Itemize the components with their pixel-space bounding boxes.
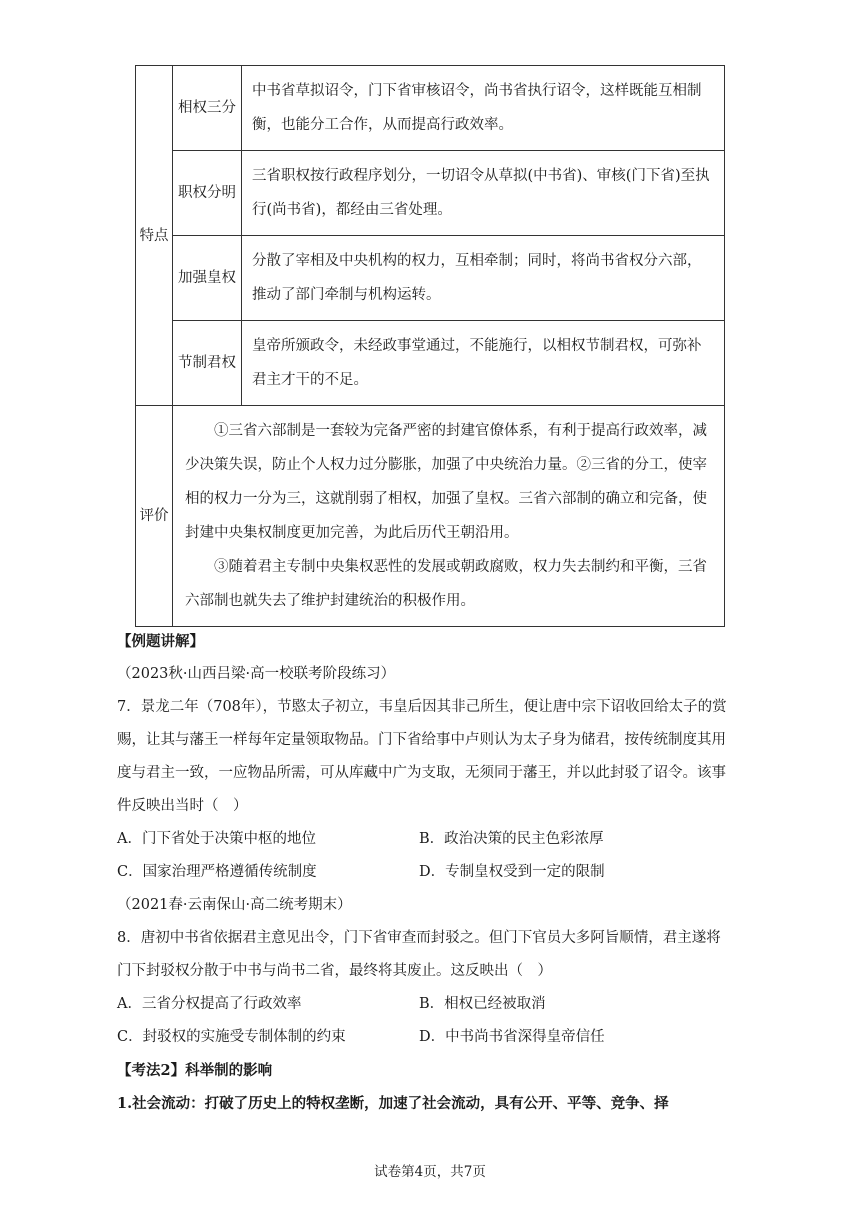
three-departments-table (135, 65, 725, 627)
question-source: （2021春·云南保山·高二统考期末） (117, 897, 352, 913)
section-title: 【例题讲解】 (117, 633, 204, 650)
option[interactable]: C．封驳权的实施受专制体制的约束 (117, 1029, 346, 1045)
option[interactable]: C．国家治理严格遵循传统制度 (117, 864, 317, 880)
feature-desc: 分散了宰相及中央机构的权力，互相牵制；同时，将尚书省权分六部，推动了部门牵制与机构运转。 (242, 236, 725, 321)
feature-name: 加强皇权 (173, 236, 242, 321)
evaluation-text: ①三省六部制是一套较为完备严密的封建官僚体系，有利于提高行政效率，减少决策失误，防止个人权力过分膨胀，加强了中央统治力量。②三省的分工，使宰相的权力一分为三，这就削弱了相权，加强了皇权。三省六部制的确立和完备，使封建中央集权制度更加完善，为此后历代王朝沿用。 ③随着君主专制中央集权恶性的发展或朝政腐败，权力失去制约和平衡，三省六部制也就失去了维护封建统治的积极作用。 (173, 406, 725, 627)
table-row (136, 406, 725, 627)
evaluation-label: 评价 (136, 406, 173, 627)
options-row (117, 1021, 727, 1054)
feature-desc: 皇帝所颁政令，未经政事堂通过，不能施行，以相权节制君权，可弥补君主才干的不足。 (242, 321, 725, 406)
question-source: （2023秋·山西吕梁·高一校联考阶段练习） (117, 666, 396, 682)
page-footer: 试卷第4页，共7页 (374, 1164, 486, 1180)
options-row (117, 823, 727, 856)
feature-desc: 中书省草拟诏令，门下省审核诏令，尚书省执行诏令，这样既能互相制衡，也能分工合作，从而提高行政效率。 (242, 66, 725, 151)
table-row (136, 66, 725, 151)
table-row (136, 151, 725, 236)
options-row (117, 856, 727, 889)
feature-name: 职权分明 (173, 151, 242, 236)
method-line: 1.社会流动：打破了历史上的特权垄断，加速了社会流动，具有公开、平等、竞争、择 (117, 1095, 669, 1112)
option[interactable]: D．中书尚书省深得皇帝信任 (419, 1029, 605, 1045)
options-row (117, 988, 727, 1021)
option[interactable]: B．政治决策的民主色彩浓厚 (419, 831, 604, 847)
option[interactable]: A．门下省处于决策中枢的地位 (117, 831, 316, 847)
table-row (136, 321, 725, 406)
method-title: 【考法2】科举制的影响 (117, 1062, 273, 1079)
table-row (136, 236, 725, 321)
features-label: 特点 (136, 66, 173, 406)
question-stem: 7．景龙二年（708年），节愍太子初立，韦皇后因其非己所生，便让唐中宗下诏收回给太子的赏赐，让其与藩王一样每年定量领取物品。门下省给事中卢则认为太子身为储君，按传统制度其用度与君主一致，一应物品所需，可从库藏中广为支取，无须同于藩王，并以此封驳了诏令。该事件反映出当时（ ） (117, 699, 727, 814)
option[interactable]: B．相权已经被取消 (419, 996, 546, 1012)
option[interactable]: A．三省分权提高了行政效率 (117, 996, 302, 1012)
examples-section (117, 625, 727, 1120)
feature-name: 节制君权 (173, 321, 242, 406)
question-stem: 8．唐初中书省依据君主意见出令，门下省审查而封驳之。但门下官员大多阿旨顺情，君主遂将门下封驳权分散于中书与尚书二省，最终将其废止。这反映出（ ） (117, 930, 721, 979)
feature-name: 相权三分 (173, 66, 242, 151)
option[interactable]: D．专制皇权受到一定的限制 (419, 864, 605, 880)
feature-desc: 三省职权按行政程序划分，一切诏令从草拟(中书省)、审核(门下省)至执行(尚书省)，都经由三省处理。 (242, 151, 725, 236)
